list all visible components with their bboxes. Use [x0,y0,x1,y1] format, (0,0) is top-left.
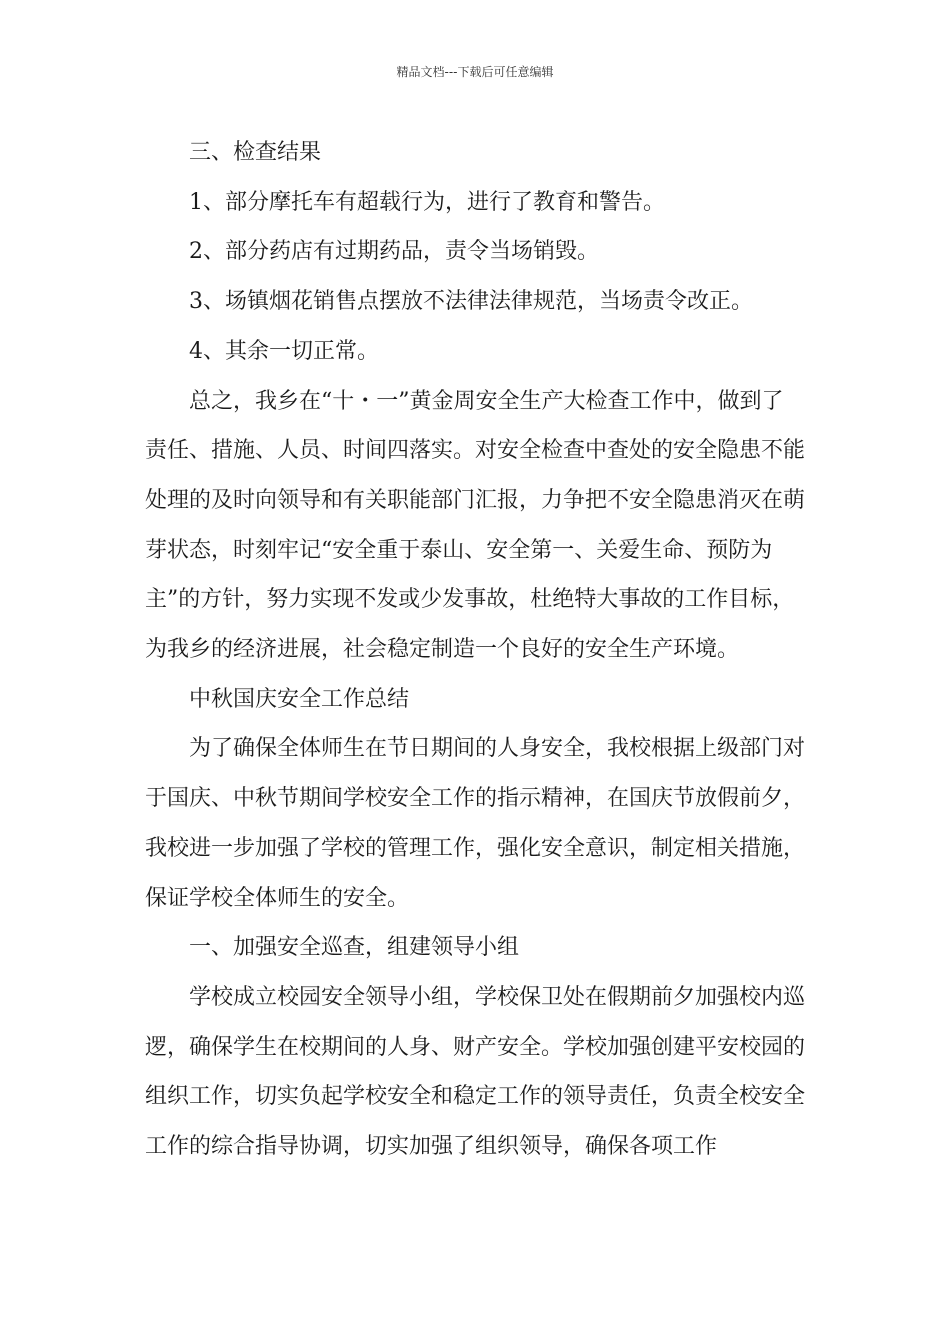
document-body [145,128,805,1172]
list-item: 3、场镇烟花销售点摆放不法律法律规范，当场责令改正。 [189,289,753,315]
list-item: 1、部分摩托车有超载行为，进行了教育和警告。 [189,189,665,215]
list-item: 4、其余一切正常。 [189,338,379,364]
article-title: 中秋国庆安全工作总结 [189,686,410,712]
list-item: 2、部分药店有过期药品，责令当场销毁。 [189,239,599,265]
page-header: 精品文档---下载后可任意编辑 [396,65,554,79]
section-heading-safety-patrol: 一、加强安全巡查，组建领导小组 [189,935,520,961]
summary-paragraph: 总之，我乡在“十・一”黄金周安全生产大检查工作中，做到了责任、措施、人员、时间四落实。对安全检查中查处的安全隐患不能处理的及时向领导和有关职能部门汇报，力争把不安全隐患消灭在萌芽状态，时刻牢记“安全重于泰山、安全第一、关爱生命、预防为主”的方针，努力实现不发或少发事故，杜绝特大事故的工作目标，为我乡的经济进展，社会稳定制造一个良好的安全生产环境。 [145,388,806,663]
section-heading-inspection-results: 三、检查结果 [189,140,322,165]
intro-paragraph: 为了确保全体师生在节日期间的人身安全，我校根据上级部门对于国庆、中秋节期间学校安全工作的指示精神，在国庆节放假前夕，我校进一步加强了学校的管理工作，强化安全意识，制定相关措施，保证学校全体师生的安全。 [145,736,806,911]
body-paragraph: 学校成立校园安全领导小组，学校保卫处在假期前夕加强校内巡逻，确保学生在校期间的人身、财产安全。学校加强创建平安校园的组织工作，切实负起学校安全和稳定工作的领导责任，负责全校安全工作的综合指导协调，切实加强了组织领导，确保各项工作 [145,984,806,1160]
